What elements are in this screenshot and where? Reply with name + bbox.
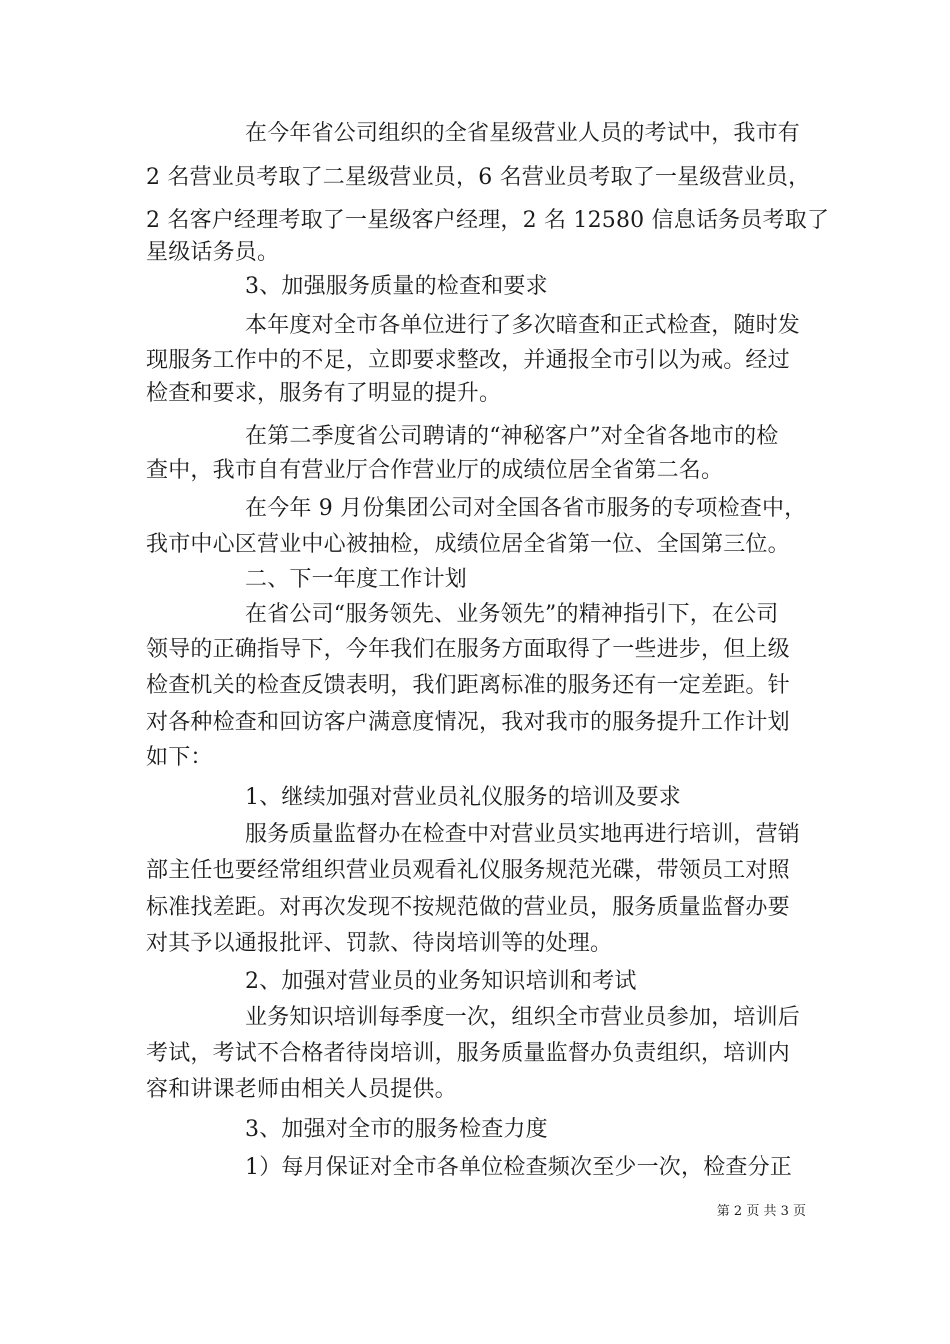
paragraph-line: 服务质量监督办在检查中对营业员实地再进行培训，营销 [245,822,801,847]
section-heading: 1、继续加强对营业员礼仪服务的培训及要求 [245,785,681,810]
paragraph-line: 在今年 9 月份集团公司对全国各省市服务的专项检查中， [245,496,807,521]
section-heading: 二、下一年度工作计划 [245,567,468,592]
paragraph-line: 在今年省公司组织的全省星级营业人员的考试中，我市有 [245,121,801,146]
paragraph-line: 2 名营业员考取了二星级营业员，6 名营业员考取了一星级营业员， [146,165,811,190]
section-heading: 2、加强对营业员的业务知识培训和考试 [245,969,637,994]
paragraph-line: 1）每月保证对全市各单位检查频次至少一次，检查分正 [245,1155,792,1180]
paragraph-line: 我市中心区营业中心被抽检，成绩位居全省第一位、全国第三位。 [146,532,790,557]
paragraph-line: 考试，考试不合格者待岗培训，服务质量监督办负责组织，培训内 [146,1041,790,1066]
paragraph-line: 检查和要求，服务有了明显的提升。 [146,381,502,406]
paragraph-line: 领导的正确指导下，今年我们在服务方面取得了一些进步，但上级 [146,637,790,662]
paragraph-line: 星级话务员。 [146,240,280,265]
paragraph-line: 标准找差距。对再次发现不按规范做的营业员，服务质量监督办要 [146,895,790,920]
paragraph-line: 在省公司“服务领先、业务领先”的精神指引下，在公司 [245,602,779,627]
paragraph-line: 如下： [146,745,213,770]
page-number-footer: 第 2 页 共 3 页 [716,1204,806,1219]
paragraph-line: 对其予以通报批评、罚款、待岗培训等的处理。 [146,931,613,956]
paragraph-line: 2 名客户经理考取了一星级客户经理，2 名 12580 信息话务员考取了 [146,208,830,233]
paragraph-line: 本年度对全市各单位进行了多次暗查和正式检查，随时发 [245,313,801,338]
paragraph-line: 对各种检查和回访客户满意度情况，我对我市的服务提升工作计划 [146,710,790,735]
paragraph-line: 现服务工作中的不足，立即要求整改，并通报全市引以为戒。经过 [146,348,790,373]
paragraph-line: 在第二季度省公司聘请的“神秘客户”对全省各地市的检 [245,424,779,449]
section-heading: 3、加强服务质量的检查和要求 [245,274,548,299]
paragraph-line: 业务知识培训每季度一次，组织全市营业员参加，培训后 [245,1005,801,1030]
paragraph-line: 容和讲课老师由相关人员提供。 [146,1077,457,1102]
section-heading: 3、加强对全市的服务检查力度 [245,1117,548,1142]
paragraph-line: 检查机关的检查反馈表明，我们距离标准的服务还有一定差距。针 [146,673,790,698]
paragraph-line: 部主任也要经常组织营业员观看礼仪服务规范光碟，带领员工对照 [146,858,790,883]
paragraph-line: 查中，我市自有营业厅合作营业厅的成绩位居全省第二名。 [146,458,724,483]
